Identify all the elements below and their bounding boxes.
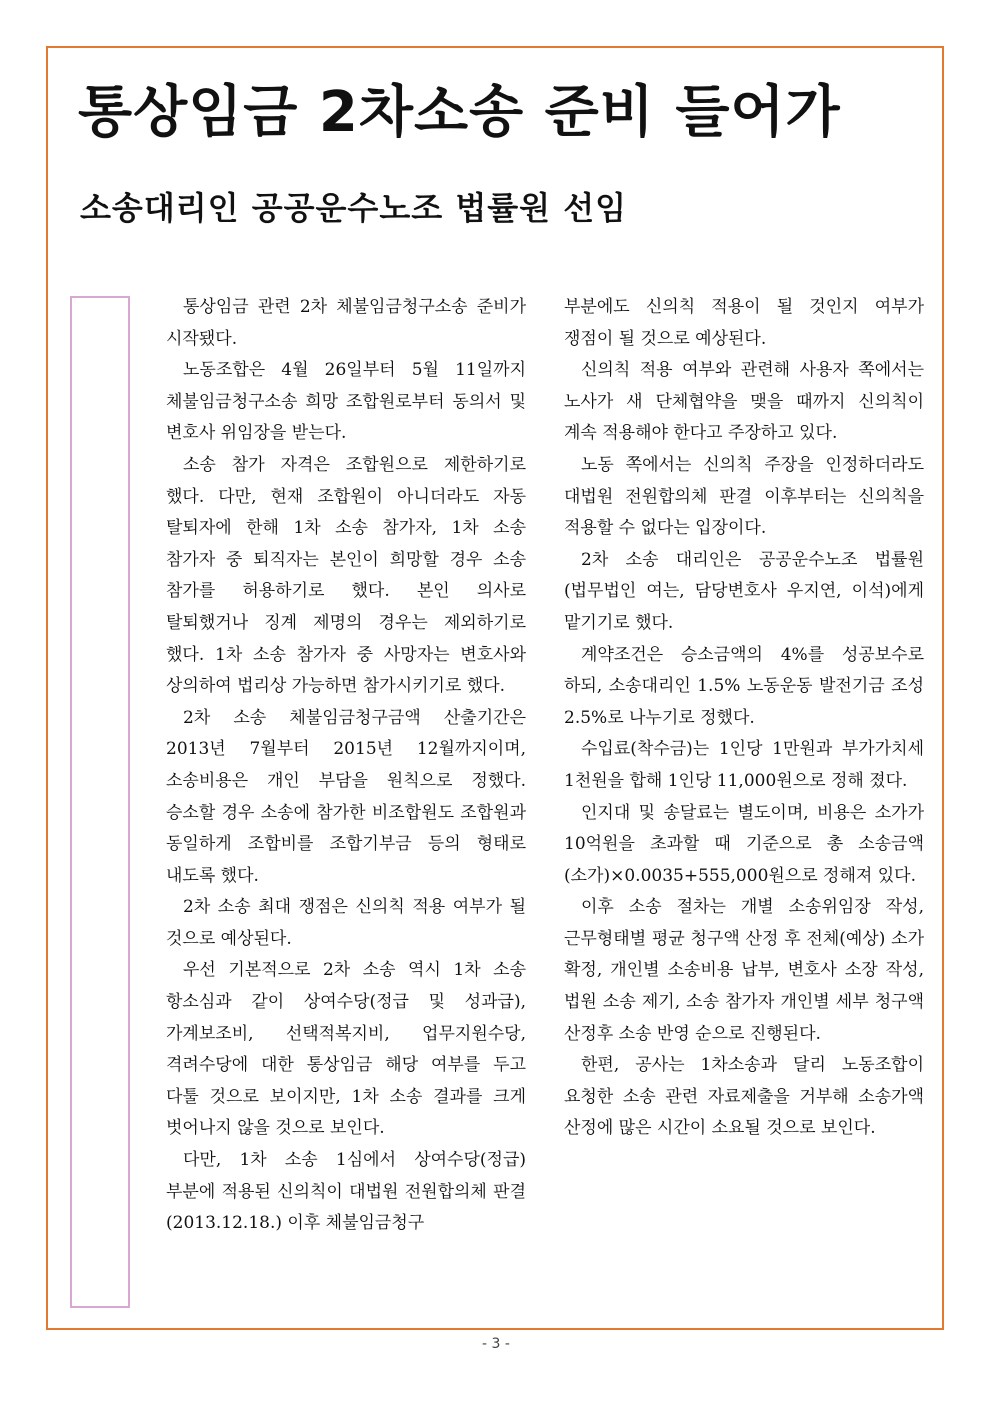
paragraph: 통상임금 관련 2차 체불임금청구소송 준비가 시작됐다. (166, 297, 526, 349)
paragraph: 이후 소송 절차는 개별 소송위임장 작성, 근무형태별 평균 청구액 산정 후 전체(예상) 소가 확정, 개인별 소송비용 납부, 변호사 소장 작성, 법원 소송 제기, 소송 참가자 개인별 세부 청구액 산정후 소송 반영 순으로 진행된다. (564, 897, 924, 1044)
paragraph: 계약조건은 승소금액의 4%를 성공보수로 하되, 소송대리인 1.5% 노동운동 발전기금 조성 2.5%로 나누기로 정했다. (564, 644, 924, 728)
decorative-sidebar-box (70, 296, 130, 1308)
paragraph: 소송 참가 자격은 조합원으로 제한하기로 했다. 다만, 현재 조합원이 아니더라도 자동 탈퇴자에 한해 1차 소송 참가자, 1차 소송 참가자 중 퇴직자는 본인이 희망할 경우 소송 참가를 허용하기로 했다. 본인 의사로 탈퇴했거나 징계 제명의 경우는 제외하기로 했다. 1차 소송 참가자 중 사망자는 변호사와 상의하여 법리상 가능하면 참가시키기로 했다. (166, 454, 526, 697)
article-column-right (564, 292, 924, 1145)
paragraph: 2차 소송 대리인은 공공운수노조 법률원(법무법인 여는, 담당변호사 우지연, 이석)에게 맡기기로 했다. (564, 549, 924, 633)
paragraph: 2차 소송 체불임금청구금액 산출기간은 2013년 7월부터 2015년 12월까지이며, 소송비용은 개인 부담을 원칙으로 정했다. 승소할 경우 소송에 참가한 비조합원도 조합원과 동일하게 조합비를 조합기부금 등의 형태로 내도록 했다. (166, 707, 526, 886)
paragraph: 노동 쪽에서는 신의칙 주장을 인정하더라도 대법원 전원합의체 판결 이후부터는 신의칙을 적용할 수 없다는 입장이다. (564, 454, 924, 539)
paragraph: 수입료(착수금)는 1인당 1만원과 부가가치세 1천원을 합해 1인당 11,000원으로 정해 졌다. (564, 739, 924, 791)
paragraph: 우선 기본적으로 2차 소송 역시 1차 소송 항소심과 같이 상여수당(정급 및 성과급), 가계보조비, 선택적복지비, 업무지원수당, 격려수당에 대한 통상임금 해당 여부를 두고 다툴 것으로 보이지만, 1차 소송 결과를 크게 벗어나지 않을 것으로 보인다. (166, 960, 526, 1139)
paragraph: 2차 소송 최대 쟁점은 신의칙 적용 여부가 될 것으로 예상된다. (166, 897, 526, 949)
paragraph: 인지대 및 송달료는 별도이며, 비용은 소가가 10억원을 초과할 때 기준으로 총 소송금액(소가)×0.0035+555,000원으로 정해져 있다. (564, 802, 924, 886)
paragraph: 노동조합은 4월 26일부터 5월 11일까지 체불임금청구소송 희망 조합원로부터 동의서 및 변호사 위임장을 받는다. (166, 360, 526, 444)
paragraph-continued: 부분에도 신의칙 적용이 될 것인지 여부가 쟁점이 될 것으로 예상된다. (564, 297, 924, 349)
headline: 통상임금 2차소송 준비 들어가 (78, 80, 841, 145)
paragraph: 다만, 1차 소송 1심에서 상여수당(정급) 부분에 적용된 신의칙이 대법원 전원합의체 판결(2013.12.18.) 이후 체불임금청구 (166, 1150, 526, 1234)
paragraph: 한편, 공사는 1차소송과 달리 노동조합이 요청한 소송 관련 자료제출을 거부해 소송가액 산정에 많은 시간이 소요될 것으로 보인다. (564, 1055, 924, 1139)
subheadline: 소송대리인 공공운수노조 법률원 선임 (80, 189, 628, 227)
paragraph: 신의칙 적용 여부와 관련해 사용자 쪽에서는 노사가 새 단체협약을 맺을 때까지 신의칙이 계속 적용해야 한다고 주장하고 있다. (564, 360, 924, 444)
page-number: - 3 - (482, 1336, 510, 1352)
article-column-left (166, 292, 526, 1240)
